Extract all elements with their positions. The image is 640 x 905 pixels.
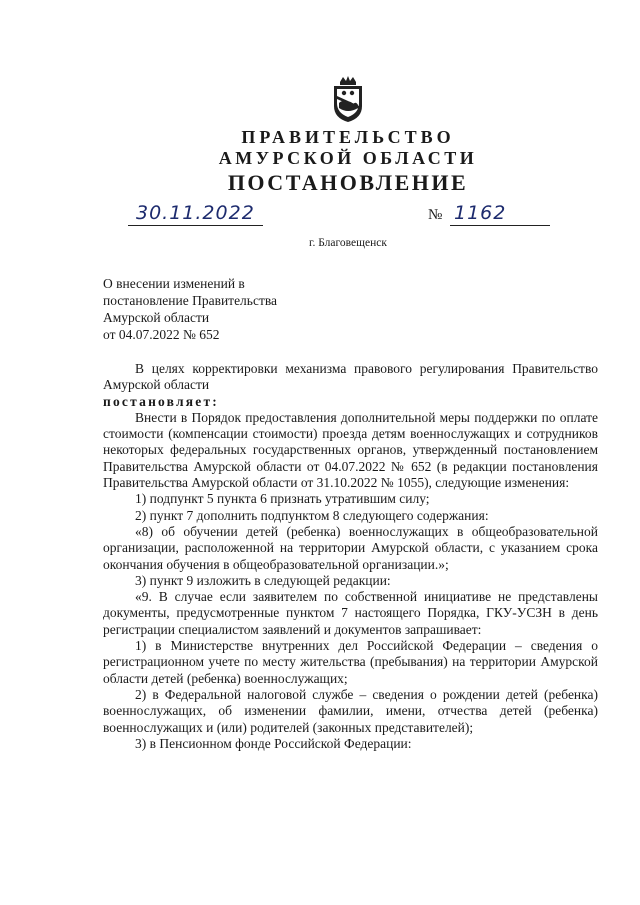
body-paragraph: 1) в Министерстве внутренних дел Российской Федерации – сведения о регистрационном учете по месту жительства (пребывания) на территории Амурской области детей (ребенка) военнослужащих;	[103, 638, 598, 686]
handwritten-number: 1162	[454, 202, 507, 224]
subject-line: Амурской области	[103, 310, 210, 325]
subject-line: постановление Правительства	[103, 293, 278, 308]
coat-of-arms-icon	[328, 73, 368, 123]
body-paragraph: 2) в Федеральной налоговой службе – сведения о рождении детей (ребенка) военнослужащих, об изменении фамилии, имени, отчества детей (ребенка) военнослужащих и (или) родителей (законных представителей);	[103, 686, 598, 735]
subject-line: О внесении изменений в	[103, 276, 245, 291]
body-paragraph: 1) подпункт 5 пункта 6 признать утратившим силу;	[135, 491, 430, 507]
number-underline	[450, 225, 550, 226]
city-line: г. Благовещенск	[309, 237, 387, 249]
date-underline	[128, 225, 263, 226]
preamble-paragraph: В целях корректировки механизма правового регулирования Правительство Амурской области	[103, 361, 598, 393]
number-sign: №	[428, 207, 443, 223]
document-type-title: ПОСТАНОВЛЕНИЕ	[227, 170, 469, 195]
government-title-line1: ПРАВИТЕЛЬСТВО	[241, 127, 455, 147]
document-number-field	[450, 200, 550, 230]
body-paragraph: «8) об обучении детей (ребенка) военнослужащих в общеобразовательной организации, расположенной на территории Амурской области, с указанием срока окончания обучения в общеобразовательной организации.»;	[103, 523, 598, 572]
body-paragraph: 2) пункт 7 дополнить подпунктом 8 следующего содержания:	[135, 507, 489, 523]
subject-line: от 04.07.2022 № 652	[103, 327, 220, 342]
government-title-line2: АМУРСКОЙ ОБЛАСТИ	[218, 148, 478, 168]
document-date-field	[128, 200, 263, 230]
body-paragraph: 3) пункт 9 изложить в следующей редакции:	[135, 572, 391, 588]
body-paragraph: «9. В случае если заявителем по собственной инициативе не представлены документы, предусмотренные пунктом 7 настоящего Порядка, ГКУ-УСЗН в день регистрации специалистом заявлений и документов запрашивает:	[103, 589, 598, 637]
body-paragraph: Внести в Порядок предоставления дополнительной меры поддержки по оплате стоимости (компенсации стоимости) проезда детям военнослужащих и сотрудников некоторых федеральных государственных органов, утвержденный постановлением Правительства Амурской области от 04.07.2022 № 652 (в редакции постановления Правительства Амурской области от 31.10.2022 № 1055), следующие изменения:	[103, 409, 598, 491]
body-paragraph: 3) в Пенсионном фонде Российской Федерации:	[135, 735, 412, 751]
handwritten-date: 30.11.2022	[136, 202, 255, 224]
document-body	[103, 361, 598, 752]
document-subject	[103, 275, 277, 343]
decides-keyword: постановляет:	[103, 393, 219, 409]
